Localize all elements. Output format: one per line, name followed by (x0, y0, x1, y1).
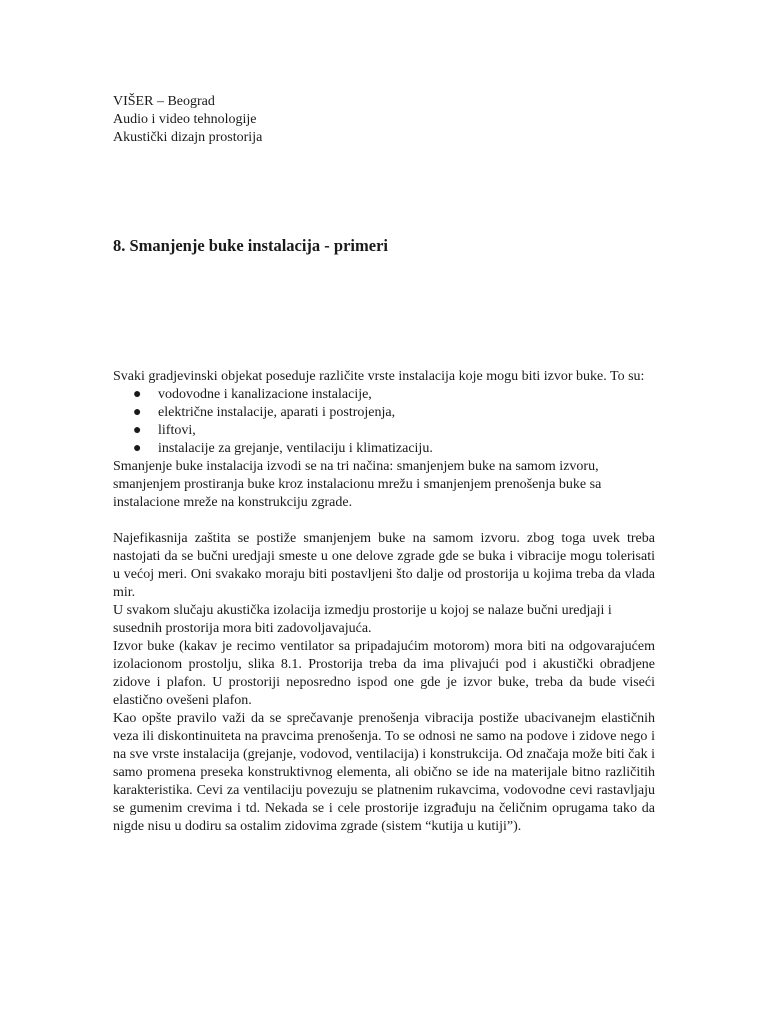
header-course: Audio i video tehnologije (113, 112, 257, 127)
document-header (113, 93, 262, 147)
paragraph-noise-source: Izvor buke (kakav je recimo ventilator sa pripadajućim motorom) mora biti na odgovarajućem izolacionom prostolju, slika 8.1. Prostorija treba da ima plivajući pod i akustički obradjene zidove i plafon. U prostoriji neposredno ispod one gde je izvor buke, treba da bude viseći elastično ovešeni plafon. (113, 639, 655, 708)
paragraph-methods: Smanjenje buke instalacija izvodi se na tri načina: smanjenjem buke na samom izvoru, smanjenjem prostiranja buke kroz instalacionu mrežu i smanjenjem prenošenja buke sa instalacione mreže na konstrukciju zgrade. (113, 459, 602, 510)
header-subject: Akustički dizajn prostorija (113, 130, 263, 145)
bullet-icon: ● (133, 441, 142, 456)
document-body (113, 368, 655, 836)
header-institution: VIŠER – Beograd (113, 94, 215, 109)
paragraph-spacer (113, 512, 655, 530)
list-item: ● instalacije za grejanje, ventilaciju i klimatizaciju. (133, 441, 433, 456)
intro-paragraph: Svaki gradjevinski objekat poseduje različite vrste instalacija koje mogu biti izvor buke. To su: (113, 369, 645, 384)
bullet-icon: ● (133, 405, 142, 420)
bullet-icon: ● (133, 387, 142, 402)
list-item: ● vodovodne i kanalizacione instalacije, (133, 387, 372, 402)
chapter-title: 8. Smanjenje buke instalacija - primeri (113, 236, 388, 255)
installation-list (113, 386, 655, 458)
list-item: ● električne instalacije, aparati i postrojenja, (133, 405, 396, 420)
paragraph-source-protection: Najefikasnija zaštita se postiže smanjenjem buke na samom izvoru. zbog toga uvek treba nastojati da se bučni uredjaji smeste u one delove zgrade gde se buka i vibracije mogu tolerisati u većoj meri. Oni svakako moraju biti postavljeni što dalje od prostorija u kojima treba da vlada mir. (113, 531, 655, 600)
list-item: ● liftovi, (133, 423, 196, 438)
paragraph-isolation: U svakom slučaju akustička izolacija izmedju prostorije u kojoj se nalaze bučni uredjaji i susednih prostorija mora biti zadovoljavajuća. (113, 603, 612, 636)
bullet-icon: ● (133, 423, 142, 438)
paragraph-general-rule: Kao opšte pravilo važi da se sprečavanje prenošenja vibracija postiže ubacivanejm elastičnih veza ili diskontinuiteta na pravcima prenošenja. To se odnosi ne samo na podove i zidove nego i na sve vrste instalacija (grejanje, vodovod, ventilacija) i konstrukcija. Od značaja može biti čak i samo promena preseka konstruktivnog elementa, ali obično se ide na materijale bitno različitih karakteristika. Cevi za ventilaciju povezuju se platnenim rukavcima, vodovodne cevi rastavljaju se gumenim crevima i td. Nekada se i cele prostorije izgrađuju na čeličnim oprugama tako da nigde nisu u dodiru sa ostalim zidovima zgrade (sistem “kutija u kutiji”). (113, 711, 655, 834)
